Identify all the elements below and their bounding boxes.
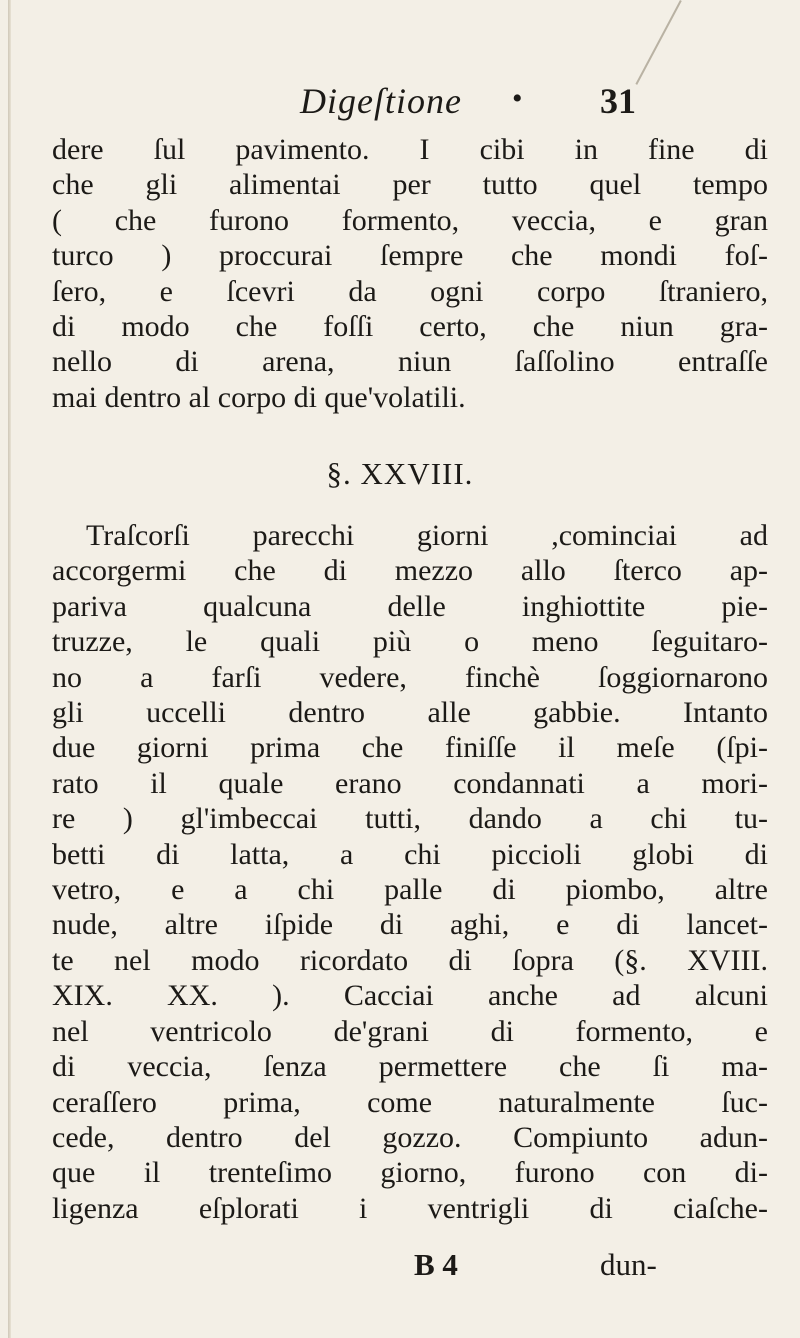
margin-pencil-mark — [635, 0, 681, 85]
text-line: Traſcorſi parecchi giorni ,cominciai ad — [86, 519, 768, 552]
paragraph-1 — [52, 132, 768, 415]
text-line: te nel modo ricordato di ſopra (§. XVIII. — [52, 943, 768, 977]
text-line: dere ſul pavimento. I cibi in fine di — [52, 133, 768, 166]
text-line: rato il quale erano condannati a mori- — [52, 766, 768, 800]
page-fold-shadow — [8, 0, 11, 1338]
text-line: nude, altre iſpide di aghi, e di lancet- — [52, 908, 768, 942]
text-line: vetro, e a chi palle di piombo, altre — [52, 873, 768, 907]
text-line: ceraſſero prima, come naturalmente ſuc- — [52, 1085, 768, 1119]
text-line: betti di latta, a chi piccioli globi di — [52, 837, 768, 871]
section-heading: §. XXVIII. — [326, 456, 474, 491]
text-line: ligenza eſplorati i ventrigli di ciaſche- — [52, 1191, 768, 1225]
page-number: 31 — [600, 81, 636, 121]
text-line: ſero, e ſcevri da ogni corpo ſtraniero, — [52, 274, 768, 308]
text-line: nello di arena, niun ſaſſolino entraſſe — [52, 345, 768, 379]
text-line: due giorni prima che finiſſe il meſe (ſpi- — [52, 731, 768, 765]
text-line: re ) gl'imbeccai tutti, dando a chi tu- — [52, 802, 768, 836]
catchword: dun- — [600, 1247, 657, 1282]
running-head-title: Digeſtione — [300, 81, 462, 121]
running-head-bullet: • — [512, 82, 523, 115]
text-line: truzze, le quali più o meno ſeguitaro- — [52, 625, 768, 659]
signature-mark: B 4 — [414, 1247, 458, 1282]
text-line: turco ) proccurai ſempre che mondi foſ- — [52, 239, 768, 273]
text-line: nel ventricolo de'grani di formento, e — [52, 1014, 768, 1048]
text-line: di veccia, ſenza permettere che ſi ma- — [52, 1050, 768, 1084]
text-line: no a farſi vedere, finchè ſoggiornarono — [52, 660, 768, 694]
paragraph-2 — [52, 518, 768, 1226]
text-line: che gli alimentai per tutto quel tempo — [52, 168, 768, 202]
text-line: di modo che foſſi certo, che niun gra- — [52, 310, 768, 344]
text-line: que il trenteſimo giorno, furono con di- — [52, 1156, 768, 1190]
text-line: cede, dentro del gozzo. Compiunto adun- — [52, 1120, 768, 1154]
running-head — [0, 80, 800, 130]
text-line: ( che furono formento, veccia, e gran — [52, 203, 768, 237]
text-line: mai dentro al corpo di que'volatili. — [52, 380, 466, 414]
text-line: accorgermi che di mezzo allo ſterco ap- — [52, 554, 768, 588]
text-line: gli uccelli dentro alle gabbie. Intanto — [52, 696, 768, 730]
text-line: pariva qualcuna delle inghiottite pie- — [52, 589, 768, 623]
page-footer — [0, 1247, 800, 1287]
text-line: XIX. XX. ). Cacciai anche ad alcuni — [52, 979, 768, 1013]
